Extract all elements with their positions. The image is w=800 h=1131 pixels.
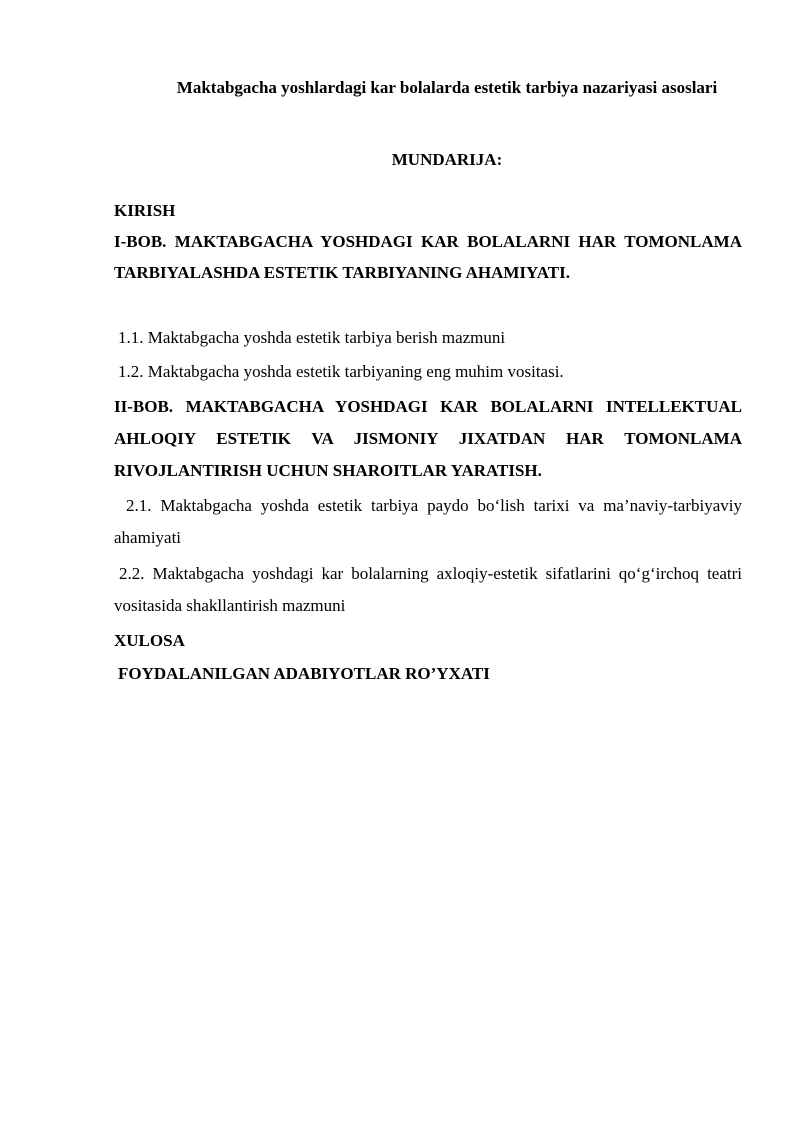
document-title: Maktabgacha yoshlardagi kar bolalarda estetik tarbiya nazariyasi asoslari — [176, 78, 718, 97]
toc-references: FOYDALANILGAN ADABIYOTLAR RO’YXATI — [118, 664, 490, 683]
toc-section-2-2: 2.2. Maktabgacha yoshdagi kar bolalarning axloqiy-estetik sifatlarini qo‘g‘irchoq teatri vositasida shakllantirish mazmuni — [114, 564, 742, 615]
toc-chapter-2-title: II-BOB. MAKTABGACHA YOSHDAGI KAR BOLALARNI INTELLEKTUAL AHLOQIY ESTETIK VA JISMONIY JIXATDAN HAR TOMONLAMA RIVOJLANTIRISH UCHUN SHAROITLAR YARATISH. — [114, 397, 742, 480]
toc-conclusion: XULOSA — [114, 631, 185, 650]
toc-section-1-2: 1.2. Maktabgacha yoshda estetik tarbiyaning eng muhim vositasi. — [118, 362, 564, 381]
toc-chapter-1-title: I-BOB. MAKTABGACHA YOSHDAGI KAR BOLALARNI HAR TOMONLAMA TARBIYALASHDA ESTETIK TARBIYANING AHAMIYATI. — [114, 232, 742, 282]
toc-section-1-1: 1.1. Maktabgacha yoshda estetik tarbiya berish mazmuni — [118, 328, 506, 347]
contents-heading: MUNDARIJA: — [391, 150, 503, 169]
toc-intro: KIRISH — [114, 201, 176, 220]
toc-section-2-1: 2.1. Maktabgacha yoshda estetik tarbiya paydo bo‘lish tarixi va ma’naviy-tarbiyaviy ahamiyati — [114, 496, 742, 547]
